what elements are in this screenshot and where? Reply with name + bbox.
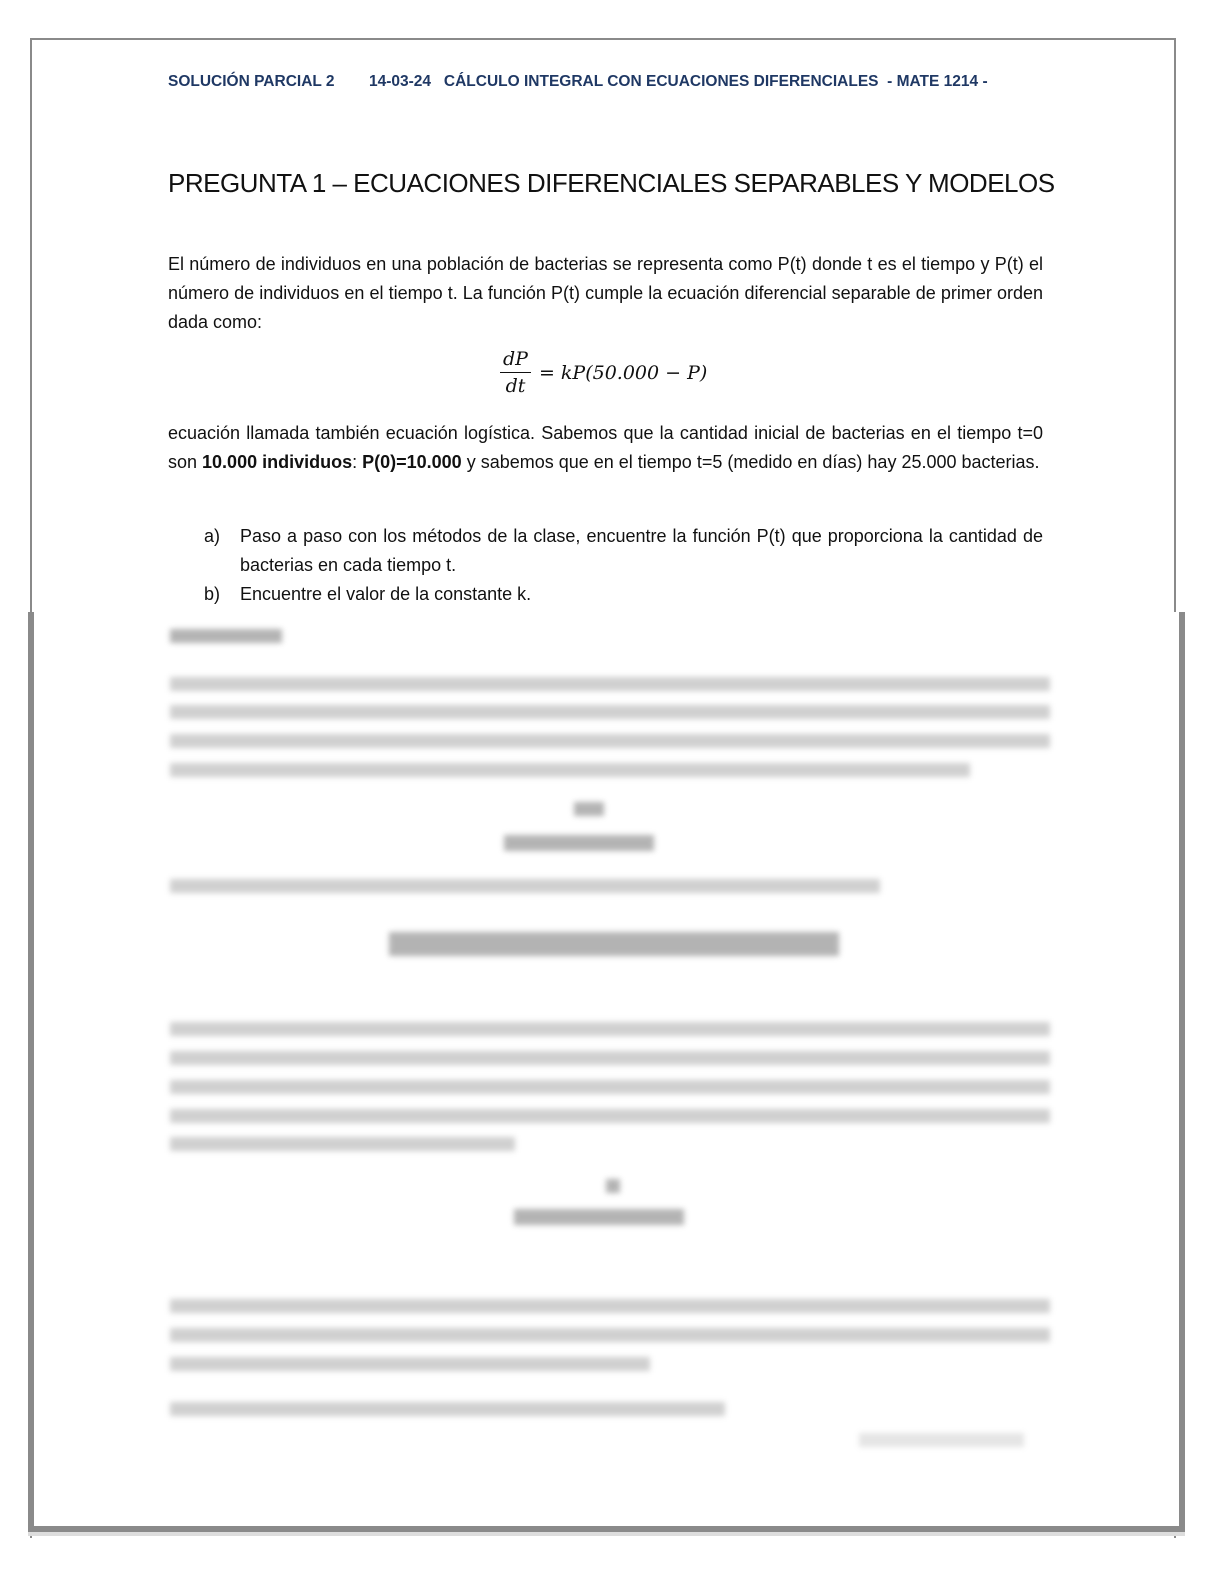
- intro-paragraph: El número de individuos en una población de bacterias se representa como P(t) donde t es el tiempo y P(t) el número de individuos en el tiempo t. La función P(t) cumple la ecuación diferencial separable de primer orden dada como:: [168, 254, 1043, 332]
- list-item-b: [204, 580, 1043, 609]
- blurred-page-number: [859, 1433, 1024, 1447]
- list-marker: a): [204, 526, 221, 546]
- blurred-line: [170, 1022, 1050, 1036]
- blurred-line: [170, 677, 1050, 691]
- bold-text: 10.000 individuos: [202, 452, 353, 472]
- blurred-formula: [514, 1209, 684, 1225]
- text: y sabemos que en el tiempo t=5 (medido en días) hay 25.000 bacterias.: [461, 452, 1040, 472]
- fraction-numerator: dP: [500, 348, 531, 373]
- blurred-heading: [170, 629, 282, 643]
- list-marker: b): [204, 584, 221, 604]
- blurred-line: [170, 1402, 725, 1416]
- blurred-line: [170, 1137, 515, 1151]
- list-text: Paso a paso con los métodos de la clase, encuentre la función P(t) que proporciona la cantidad de bacterias en cada tiempo t.: [240, 526, 1043, 575]
- fraction-denominator: dt: [505, 375, 526, 397]
- conditions-paragraph: [168, 419, 1043, 477]
- blurred-line: [170, 1109, 1050, 1123]
- blurred-line: [170, 1357, 650, 1371]
- question-title: PREGUNTA 1 – ECUACIONES DIFERENCIALES SEPARABLES Y MODELOS: [168, 168, 1055, 198]
- text: ecuación llamada también ecuación logística. Sabemos que la cantidad inicial de bacterias en el tiempo t=0 son: [168, 423, 1043, 472]
- page-header: SOLUCIÓN PARCIAL 2 14-03-24 CÁLCULO INTEGRAL CON ECUACIONES DIFERENCIALES - MATE 1214 -: [168, 73, 988, 90]
- blurred-line: [170, 705, 1050, 719]
- blurred-formula: [574, 802, 604, 816]
- blurred-line: [170, 763, 970, 777]
- blurred-line: [170, 1051, 1050, 1065]
- blurred-line: [170, 1299, 1050, 1313]
- blurred-line: [170, 1328, 1050, 1342]
- logistic-equation: [500, 348, 707, 397]
- text: :: [352, 452, 363, 472]
- blurred-line: [170, 1080, 1050, 1094]
- blurred-formula: [606, 1179, 620, 1193]
- equation-rhs: = kP(50.000 − P): [538, 361, 708, 384]
- blurred-formula: [504, 835, 654, 851]
- blurred-line: [170, 879, 880, 893]
- blurred-line: [170, 734, 1050, 748]
- blurred-formula: [389, 932, 839, 956]
- blurred-solution-panel: [28, 612, 1185, 1532]
- list-item-a: [204, 522, 1043, 580]
- list-text: Encuentre el valor de la constante k.: [240, 584, 532, 604]
- bold-text: P(0)=10.000: [362, 452, 462, 472]
- derivative-fraction: [500, 348, 531, 397]
